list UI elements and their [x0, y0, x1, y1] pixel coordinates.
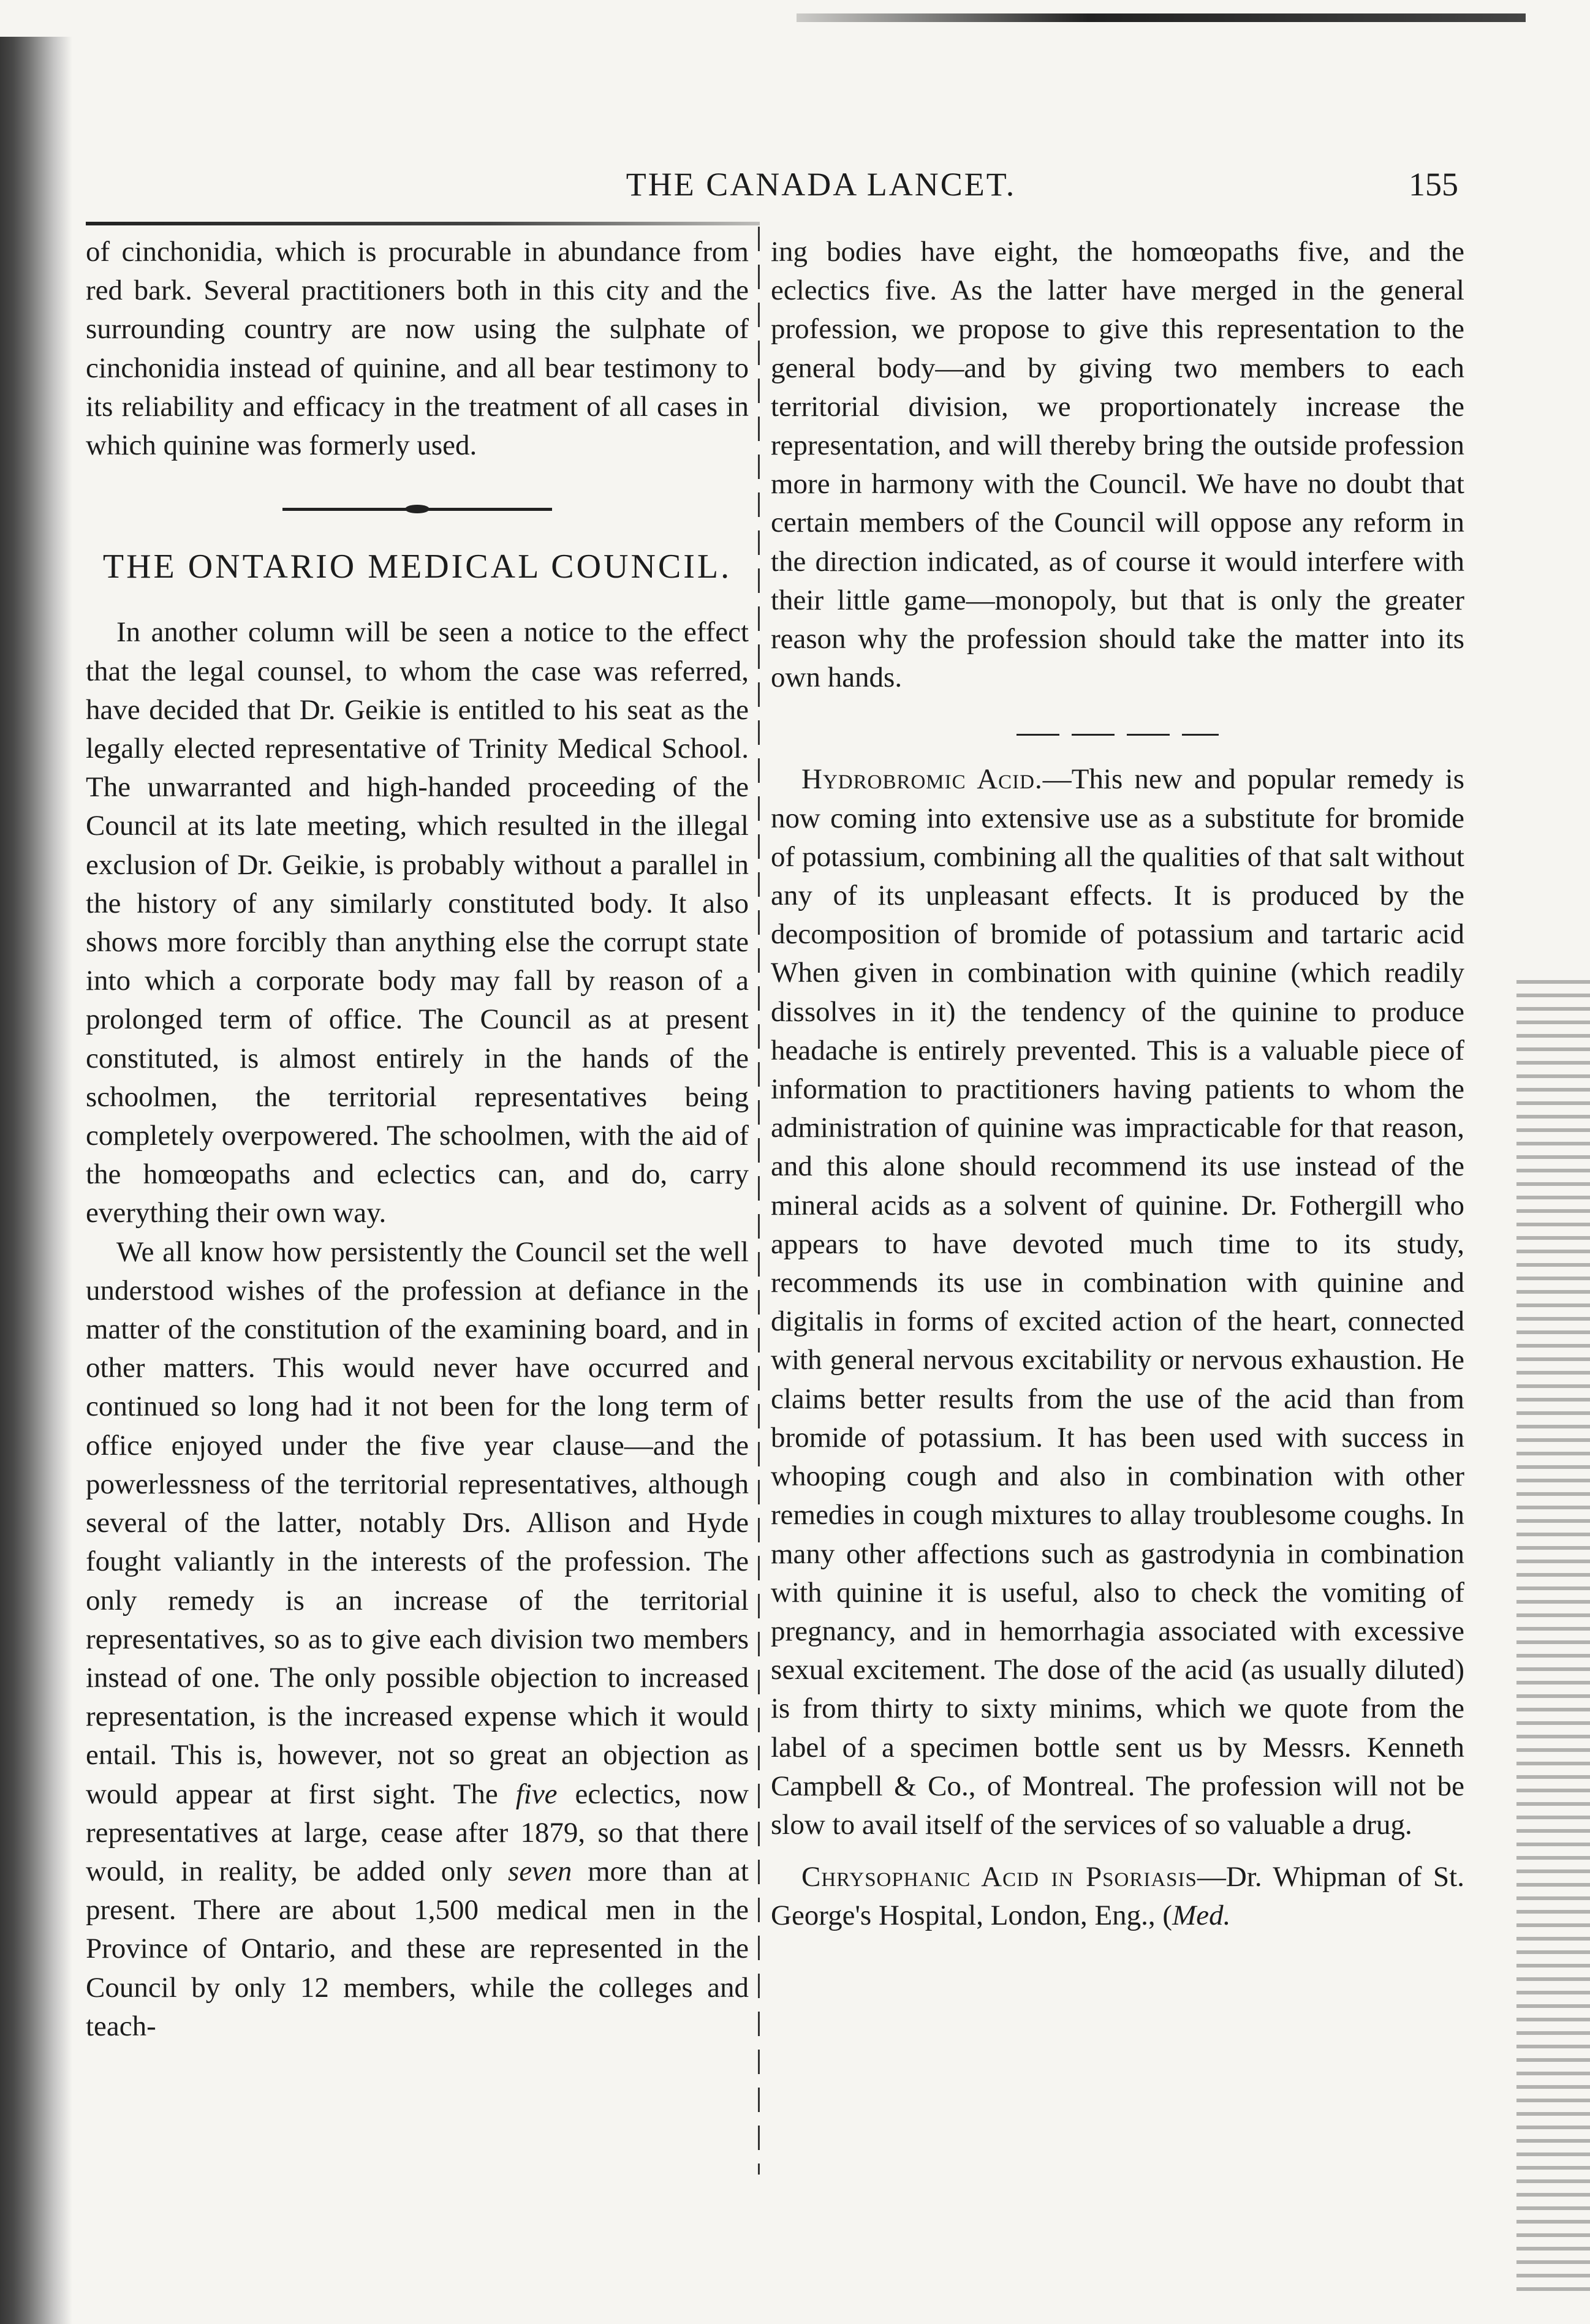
running-title: THE CANADA LANCET.: [626, 166, 1016, 203]
section-separator: [282, 508, 552, 511]
section-separator: [1016, 734, 1219, 736]
top-border-rule: [797, 13, 1526, 22]
column-divider: [758, 227, 760, 2175]
page-header: [86, 165, 1458, 214]
run-in-heading: Chrysophanic Acid in Psoriasis: [801, 1861, 1197, 1893]
paragraph-text: more than at present. There are about 1,500 medical men in the Province of Ontario, and these are represented in the Council by only 12 members, while the colleges and teach-: [86, 1855, 749, 2042]
continued-paragraph: ing bodies have eight, the homœopaths five, and the eclectics five. As the latter have merged in the general profession, we propose to give this representation to the general body—and by giving two members to each territorial division, we proportionately increase the representation, and will thereby bring the outside profession more in harmony with the Council. We have no doubt that certain members of the Council will oppose any reform in the direction indicated, as of course it would interfere with their little game—monopoly, but that is only the greater reason why the profession should take the matter into its own hands.: [771, 236, 1464, 694]
hydrobromic-acid-paragraph: [771, 760, 1464, 1844]
scan-bleed-edge: [1516, 980, 1590, 2297]
left-column: [86, 233, 749, 2046]
right-column: [771, 233, 1464, 1936]
chrysophanic-acid-paragraph: [771, 1858, 1464, 1935]
italic-abbreviation: Med.: [1172, 1900, 1231, 1932]
paragraph-text: We all know how persistently the Council set the well understood wishes of the profession at defiance in the matter of the constitution of the examining board, and in other matters. This would never have occurred and continued so long had it not been for the long term of office enjoyed under the five year clause—and the powerlessness of the territorial representatives, although several of the latter, notably Drs. Allison and Hyde fought valiantly in the interests of the profession. The only remedy is an increase of the territorial representatives, so as to give each division two members instead of one. The only possible objection to increased representation, is the increased expense which it would entail. This is, however, not so great an objection as would appear at first sight. The: [86, 1236, 749, 1810]
section-heading: THE ONTARIO MEDICAL COUNCIL.: [102, 548, 732, 586]
continued-paragraph: of cinchonidia, which is procurable in abundance from red bark. Several practitioners both in this city and the surrounding country are now using the sulphate of cinchonidia instead of quinine, and all bear testimony to its reliability and efficacy in the treatment of all cases in which quinine was formerly used.: [86, 236, 749, 462]
italic-word: seven: [508, 1855, 572, 1887]
run-in-heading: Hydrobromic Acid.: [801, 763, 1043, 796]
paragraph-text: —Dr. Whipman of St. George's Hospital, London, Eng., (: [771, 1861, 1464, 1932]
scan-binding-edge: [0, 37, 72, 2324]
article-paragraph-1: In another column will be seen a notice to the effect that the legal counsel, to whom the case was referred, have decided that Dr. Geikie is entitled to his seat as the legally elected representative of Trinity Medical School. The unwarranted and high-handed proceeding of the Council at its late meeting, which resulted in the illegal exclusion of Dr. Geikie, is probably without a parallel in the history of any similarly constituted body. It also shows more forcibly than anything else the corrupt state into which a corporate body may fall by reason of a prolonged term of office. The Council as at present constituted, is almost entirely in the hands of the schoolmen, the territorial representatives being completely overpowered. The schoolmen, with the aid of the homœopaths and eclectics can, and do, carry everything their own way.: [86, 616, 749, 1229]
page-number: 155: [1409, 166, 1458, 203]
paragraph-text: —This new and popular remedy is now coming into extensive use as a substitute for bromide of potassium, combining all the qualities of that salt without any of its unpleasant effects. It is produced by the decomposition of bromide of potassium and tartaric acid When given in combination with quinine (which readily dissolves in it) the tendency of the quinine to produce headache is entirely prevented. This is a valuable piece of information to practitioners having patients to whom the administration of quinine was impracticable for that reason, and this alone should recommend its use instead of the mineral acids as a solvent of quinine. Dr. Fothergill who appears to have devoted much time to its study, recommends its use in combination with quinine and digitalis in forms of excited action of the heart, connected with general nervous excitability or nervous exhaustion. He claims better results from the use of the acid than from bromide of potassium. It has been used with success in whooping cough and also in combination with other remedies in cough mixtures to allay troublesome coughs. In many other affections such as gastrodynia in combination with quinine it is useful, also to check the vomiting of pregnancy, and in hemorrhagia associated with excessive sexual excitement. The dose of the acid (as usually diluted) is from thirty to sixty minims, which we quote from the label of a specimen bottle sent us by Messrs. Kenneth Campbell & Co., of Montreal. The profession will not be slow to avail itself of the services of so valuable a drug.: [771, 763, 1464, 1841]
article-paragraph-2: [86, 1233, 749, 2046]
italic-word: five: [515, 1778, 558, 1810]
paragraph-text: eclectics, now representatives at large, cease after 1879, so that there would, in reality, be added only: [86, 1778, 749, 1887]
header-rule: [86, 222, 760, 225]
